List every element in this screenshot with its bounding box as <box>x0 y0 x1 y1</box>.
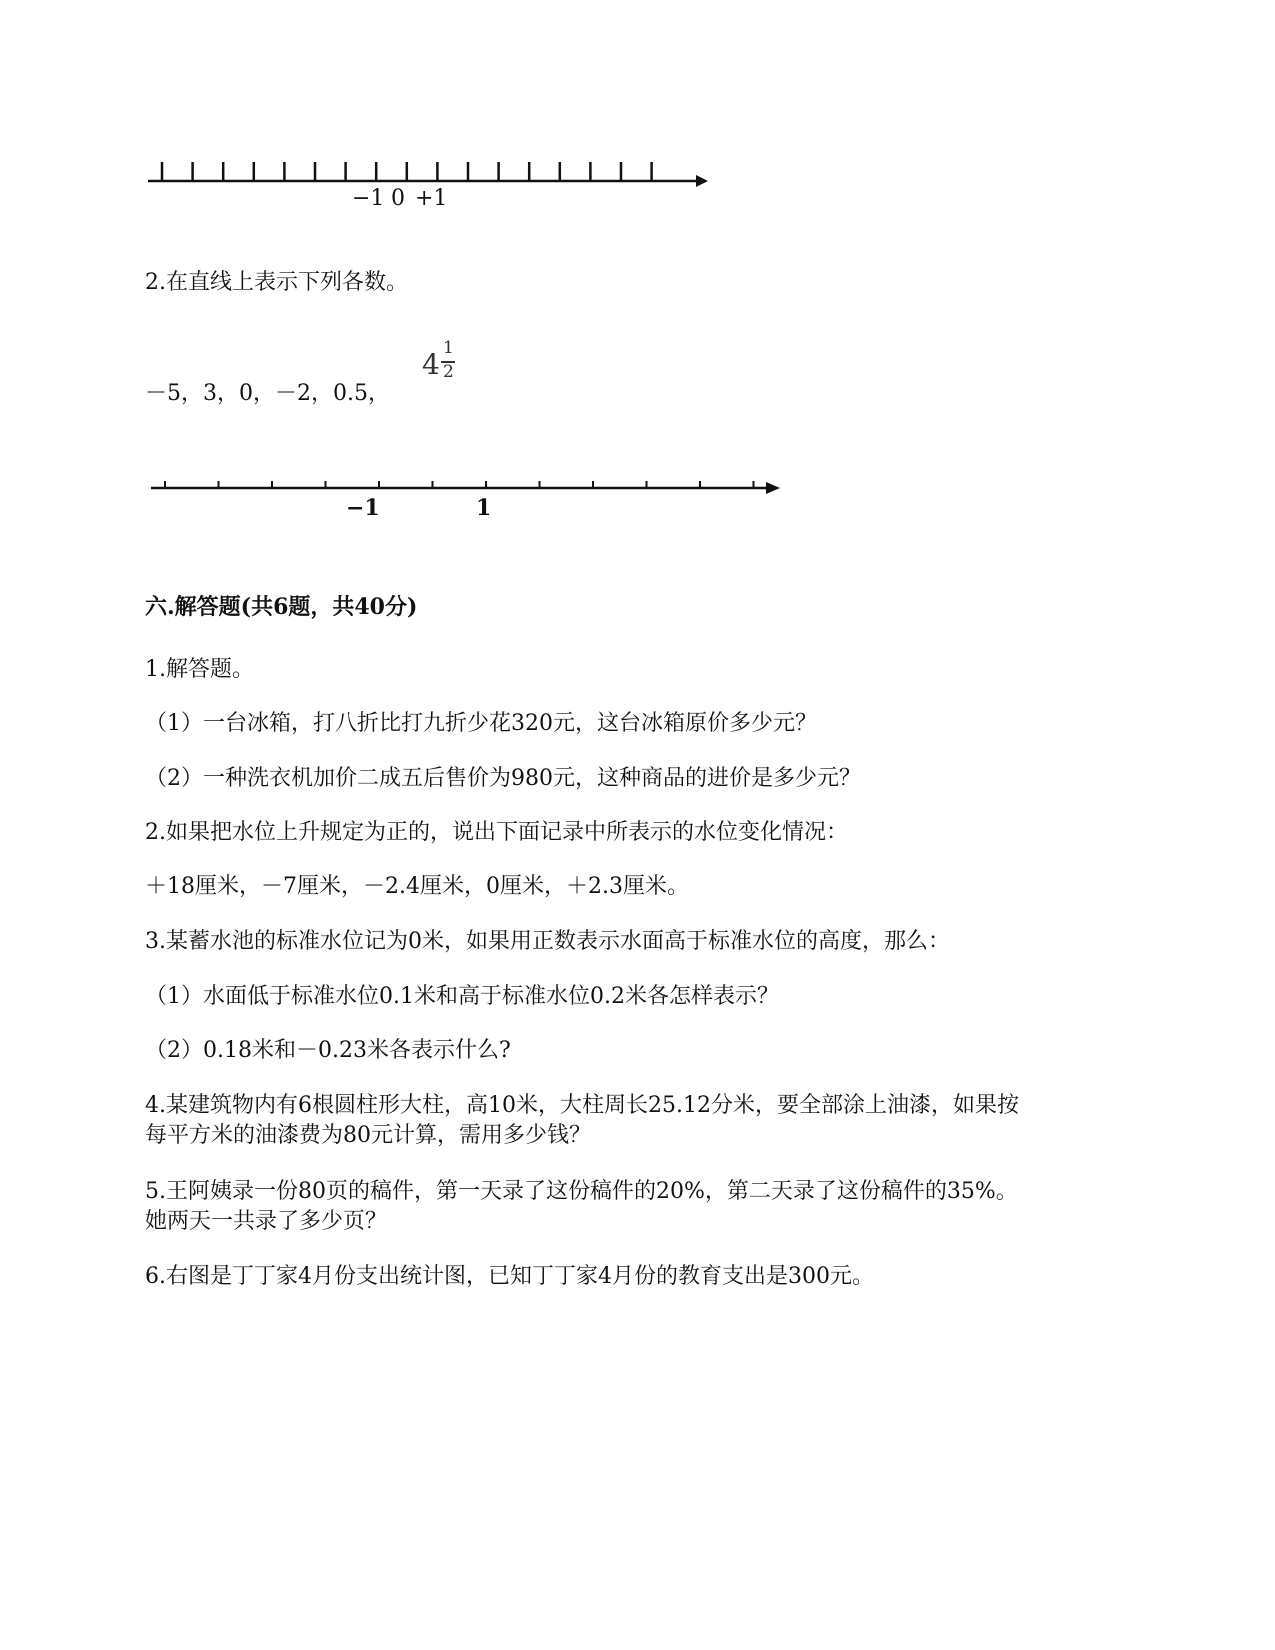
number-line-2-label-minus-one: −1 <box>346 495 380 521</box>
s6-q4-line1: 4.某建筑物内有6根圆柱形大柱，高10米，大柱周长25.12分米，要全部涂上油漆，如果按 <box>145 1093 1019 1118</box>
numbers-list: －5，3，0，－2，0.5， <box>145 381 390 406</box>
s6-q3-sub1: （1）水面低于标准水位0.1米和高于标准水位0.2米各怎样表示？ <box>145 984 779 1009</box>
s6-q2-title: 2.如果把水位上升规定为正的，说出下面记录中所表示的水位变化情况： <box>145 820 848 845</box>
s6-q1-sub1: （1）一台冰箱，打八折比打九折少花320元，这台冰箱原价多少元？ <box>145 711 817 736</box>
s6-q4-line2: 每平方米的油漆费为80元计算，需用多少钱？ <box>145 1123 591 1148</box>
section-6-heading: 六.解答题(共6题，共40分) <box>145 594 418 620</box>
mixed-number-denominator: 2 <box>443 362 454 382</box>
s6-q6-line1: 6.右图是丁丁家4月份支出统计图，已知丁丁家4月份的教育支出是300元。 <box>145 1264 874 1289</box>
s6-q5-line1: 5.王阿姨录一份80页的稿件，第一天录了这份稿件的20%，第二天录了这份稿件的35%。 <box>145 1179 1018 1204</box>
mixed-number-numerator: 1 <box>443 338 454 358</box>
number-line-2 <box>145 470 790 510</box>
s6-q1-title: 1.解答题。 <box>145 657 254 682</box>
s6-q1-sub2: （2）一种洗衣机加价二成五后售价为980元，这种商品的进价是多少元？ <box>145 766 861 791</box>
number-line-1-label-minus-one: −1 <box>352 186 385 211</box>
mixed-number <box>420 340 470 390</box>
s6-q3-title: 3.某蓄水池的标准水位记为0米，如果用正数表示水面高于标准水位的高度，那么： <box>145 929 950 954</box>
number-line-1-label-plus-one: +1 <box>415 186 448 211</box>
question-2-title: 2.在直线上表示下列各数。 <box>145 270 408 295</box>
number-line-1-label-zero: 0 <box>391 186 405 211</box>
s6-q2-values: ＋18厘米，－7厘米，－2.4厘米，0厘米，＋2.3厘米。 <box>145 874 689 899</box>
s6-q5-line2: 她两天一共录了多少页？ <box>145 1209 388 1234</box>
mixed-number-whole: 4 <box>422 348 440 381</box>
number-line-2-label-one: 1 <box>476 495 492 521</box>
s6-q3-sub2: （2）0.18米和－0.23米各表示什么? <box>145 1038 511 1063</box>
